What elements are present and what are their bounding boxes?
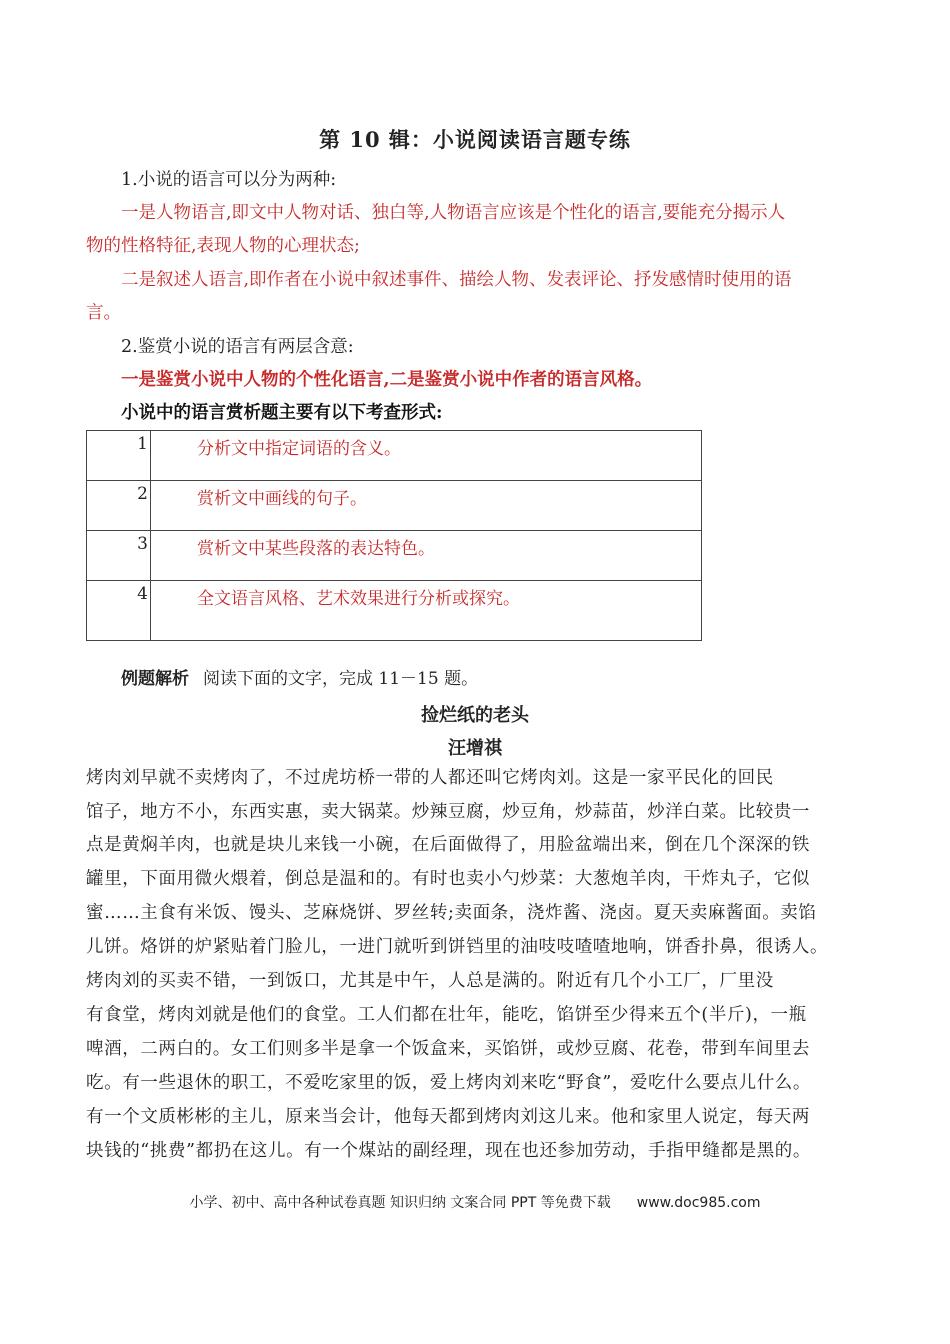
story-line: 啤酒，二两白的。女工们则多半是拿一个饭盒来，买馅饼，或炒豆腐、花卷，带到车间里去	[86, 1039, 810, 1059]
story-line: 吃。有一些退休的职工，不爱吃家里的饭，爱上烤肉刘来吃“野食”，爱吃什么要点儿什么。	[86, 1073, 811, 1093]
story-line: 有食堂，烤肉刘就是他们的食堂。工人们都在壮年，能吃，馅饼至少得来五个(半斤)，一瓶	[86, 1005, 807, 1025]
story-author: 汪增祺	[448, 738, 502, 759]
example-description: 阅读下面的文字，完成 11－15 题。	[203, 669, 479, 689]
table-row	[87, 431, 702, 481]
story-line: 块钱的“挑费”都扔在这儿。有一个煤站的副经理，现在也还参加劳动，手指甲缝都是黑的。	[86, 1141, 811, 1161]
row-text: 赏析文中画线的句子。	[151, 481, 702, 531]
story-line: 烤肉刘早就不卖烤肉了，不过虎坊桥一带的人都还叫它烤肉刘。这是一家平民化的回民	[86, 768, 774, 788]
question-forms-heading: 小说中的语言赏析题主要有以下考查形式:	[121, 403, 443, 423]
appreciation-levels: 一是鉴赏小说中人物的个性化语言,二是鉴赏小说中作者的语言风格。	[121, 370, 653, 390]
footer-link[interactable]: www.doc985.com	[636, 1195, 761, 1211]
page-footer	[0, 1192, 950, 1212]
example-label: 例题解析	[121, 669, 189, 689]
question-forms-table	[86, 430, 702, 641]
row-number: 3	[87, 531, 151, 581]
story-line: 馆子，地方不小，东西实惠，卖大锅菜。炒辣豆腐，炒豆角，炒蒜苗，炒洋白菜。比较贵一	[86, 802, 810, 822]
story-line: 有一个文质彬彬的主儿，原来当会计，他每天都到烤肉刘这儿来。他和家里人说定，每天两	[86, 1107, 810, 1127]
row-text: 赏析文中某些段落的表达特色。	[151, 531, 702, 581]
row-number: 1	[87, 431, 151, 481]
table-row	[87, 531, 702, 581]
example-heading	[121, 664, 478, 689]
intro-point-2: 2.鉴赏小说的语言有两层含意:	[121, 337, 354, 357]
table-row	[87, 481, 702, 531]
story-line: 罐里，下面用微火煨着，倒总是温和的。有时也卖小勺炒菜：大葱炮羊肉，干炸丸子，它似	[86, 869, 810, 889]
story-line: 烤肉刘的买卖不错，一到饭口，尤其是中午，人总是满的。附近有几个小工厂，厂里没	[86, 971, 774, 991]
footer-text: 小学、初中、高中各种试卷真题 知识归纳 文案合同 PPT 等免费下载	[189, 1195, 611, 1211]
row-number: 2	[87, 481, 151, 531]
intro-point-1: 1.小说的语言可以分为两种:	[121, 170, 337, 190]
story-line: 点是黄焖羊肉，也就是块儿来钱一小碗，在后面做得了，用脸盆端出来，倒在几个深深的铁	[86, 835, 810, 855]
row-text: 全文语言风格、艺术效果进行分析或探究。	[151, 581, 702, 641]
row-text: 分析文中指定词语的含义。	[151, 431, 702, 481]
row-number: 4	[87, 581, 151, 641]
story-line: 蜜……主食有米饭、馒头、芝麻烧饼、罗丝转;卖面条，浇炸酱、浇卤。夏天卖麻酱面。卖馅	[86, 903, 817, 923]
narrator-language-line-2: 言。	[86, 303, 121, 323]
story-line: 儿饼。烙饼的炉紧贴着门脸儿，一进门就听到饼铛里的油吱吱喳喳地响，饼香扑鼻，很诱人。	[86, 937, 829, 957]
table-row	[87, 581, 702, 641]
page-title: 第 10 辑：小说阅读语言题专练	[319, 127, 631, 152]
narrator-language-line-1: 二是叙述人语言,即作者在小说中叙述事件、描绘人物、发表评论、抒发感情时使用的语	[121, 270, 792, 290]
story-title: 捡烂纸的老头	[421, 705, 529, 726]
character-language-line-1: 一是人物语言,即文中人物对话、独白等,人物语言应该是个性化的语言,要能充分揭示人	[121, 203, 786, 223]
character-language-line-2: 物的性格特征,表现人物的心理状态;	[86, 236, 360, 256]
